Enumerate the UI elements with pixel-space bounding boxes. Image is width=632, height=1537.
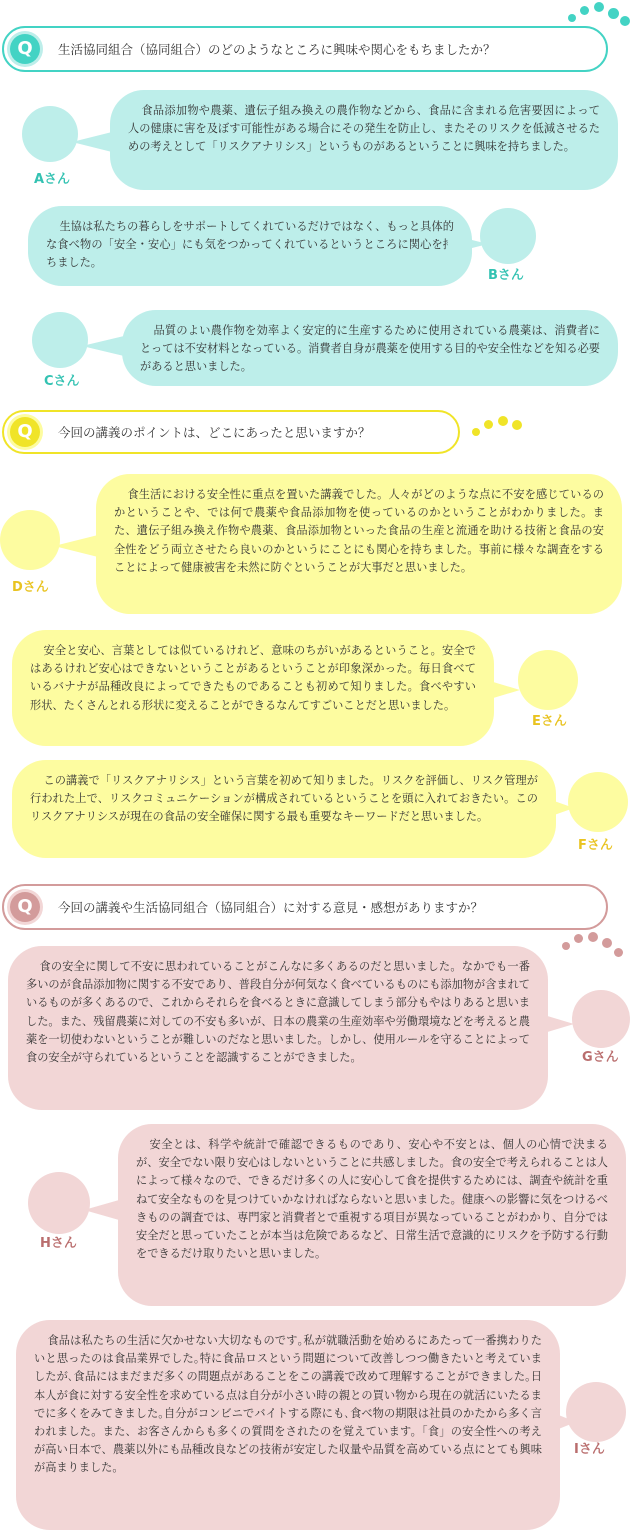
question-text: 生活協同組合（協同組合）のどのようなところに興味や関心をもちましたか？ xyxy=(58,42,496,57)
decorative-dot xyxy=(484,420,493,429)
question-bar-1 xyxy=(2,26,608,72)
answer-bubble-b xyxy=(28,206,472,286)
decorative-dot xyxy=(574,934,583,943)
decorative-dot xyxy=(594,2,604,12)
avatar-f xyxy=(568,772,628,832)
speech-tail xyxy=(82,336,124,356)
answer-text: この講義で「リスクアナリシス」という言葉を初めて知りました。リスクを評価し、リスク管理が行われた上で、リスクコミュニケーションが構成されているということを頭に入れておきたい。このリスクアナリシスが現在の食品の安全確保に関する最も重要なキーワードだと思いました。 xyxy=(30,774,538,824)
answer-text: 食品は私たちの生活に欠かせない大切なものです｡私が就職活動を始めるにあたって一番携わりたいと思ったのは食品業界でした｡特に食品ロスという問題について改善しつつ働きたいと考えていましたが､食品にはまだまだ多くの問題点があることをこの講義で改めて理解することができました｡日本人が食に対する安全性を求めている点は自分が小さい時の親との買い物から現在の就活にいたるまでに多くをみてきました｡自分がコンビニでバイトする際にも､食べ物の期限は社員のかたから多く言われました。また、お客さんからも多くの質問をされたのを覚えています。「食」の安全性への考えが高い日本で、農薬以外にも品種改良などの技術が安定した収量や品質を高めている点にとても興味が高まりました。 xyxy=(34,1334,542,1475)
decorative-dot xyxy=(602,938,612,948)
decorative-dot xyxy=(472,428,480,436)
question-bar-3 xyxy=(2,884,608,930)
avatar-b xyxy=(480,208,536,264)
answer-text: 食品添加物や農薬、遺伝子組み換えの農作物などから、食品に含まれる危害要因によって人の健康に害を及ぼす可能性がある場合にその発生を防止し、またそのリスクを低減させるための考えとして「リスクアナリシス」というものがあるということに興味を持ちました。 xyxy=(128,104,600,154)
answer-bubble-i xyxy=(16,1320,560,1530)
speech-tail xyxy=(480,678,520,702)
decorative-dot xyxy=(580,6,589,15)
speaker-name-i: Iさん xyxy=(574,1442,605,1457)
decorative-dot xyxy=(568,14,576,22)
speech-tail xyxy=(54,534,102,558)
question-text: 今回の講義や生活協同組合（協同組合）に対する意見・感想がありますか？ xyxy=(58,900,484,915)
decorative-dot xyxy=(588,932,598,942)
decorative-dot xyxy=(562,942,570,950)
question-icon: Q xyxy=(10,417,40,447)
answer-text: 生協は私たちの暮らしをサポートしてくれているだけではなく、もっと具体的な食べ物の「安全・安心」にも気をつかってくれているというところに関心を持ちました。 xyxy=(46,220,454,270)
speech-tail xyxy=(72,132,112,152)
decorative-dot xyxy=(614,948,623,957)
speaker-name-b: Bさん xyxy=(488,268,524,283)
decorative-dot xyxy=(620,16,630,26)
avatar-g xyxy=(572,990,630,1048)
answer-text: 食の安全に関して不安に思われていることがこんなに多くあるのだと思いました。なかでも一番多いのが食品添加物に関する不安であり、普段自分が何気なく食べているものにも添加物が含まれているものが多くあるので、これからそれらを食べるときに意識してしまう部分もやはりあると思いました。また、残留農薬に対しての不安も多いが、日本の農業の生産効率や労働環境などを考えると農薬を一切使わないということが難しいのだなと思いました。しかし、使用ルールを守ることによって食の安全が守られているということを認識することができました。 xyxy=(26,960,530,1065)
answer-bubble-g xyxy=(8,946,548,1110)
answer-text: 安全とは、科学や統計で確認できるものであり、安心や不安とは、個人の心情で決まるが、安全でない限り安心はしないということに共感しました。食の安全で考えられることは人によって様々なので、できるだけ多くの人に安心して食を提供するためには、調査や統計を重ねて安全なものを見つけていかなければならないと思いました。健康への影響に気をつけるべきものの調査では、専門家と消費者とで重視する項目が異なっていることがわかり、自分では安全だと思っていたことが本当は危険であるなど、日常生活で意識的にリスクを予防する行動をできるだけ取りたいと思いました。 xyxy=(136,1138,608,1261)
avatar-a xyxy=(22,106,78,162)
question-icon: Q xyxy=(10,34,40,64)
answer-text: 品質のよい農作物を効率よく安定的に生産するために使用されている農薬は、消費者にとっては不安材料となっている。消費者自身が農薬を使用する目的や安全性などを知る必要があると思いました。 xyxy=(140,324,600,374)
speaker-name-h: Hさん xyxy=(40,1236,77,1251)
decorative-dot xyxy=(512,420,522,430)
speaker-name-f: Fさん xyxy=(578,838,613,853)
avatar-d xyxy=(0,510,60,570)
speaker-name-c: Cさん xyxy=(44,374,80,389)
answer-bubble-h xyxy=(118,1124,626,1306)
speech-tail xyxy=(534,1012,574,1036)
avatar-c xyxy=(32,312,88,368)
answer-bubble-f xyxy=(12,760,556,858)
avatar-e xyxy=(518,650,578,710)
answer-bubble-c xyxy=(122,310,618,386)
answer-bubble-e xyxy=(12,630,494,746)
decorative-dot xyxy=(498,416,508,426)
speaker-name-e: Eさん xyxy=(532,714,567,729)
avatar-h xyxy=(28,1172,90,1234)
speaker-name-a: Aさん xyxy=(34,172,71,187)
answer-bubble-d xyxy=(96,474,622,614)
answer-bubble-a xyxy=(110,90,618,190)
question-icon: Q xyxy=(10,892,40,922)
avatar-i xyxy=(566,1382,626,1442)
speaker-name-g: Gさん xyxy=(582,1050,619,1065)
question-text: 今回の講義のポイントは、どこにあったと思いますか？ xyxy=(58,425,371,440)
speaker-name-d: Dさん xyxy=(12,580,49,595)
question-bar-2 xyxy=(2,410,460,454)
answer-text: 安全と安心、言葉としては似ているけれど、意味のちがいがあるということ。安全ではあるけれど安心はできないということがあるということが印象深かった。毎日食べているバナナが品種改良によってできたものであることも初めて知りました。食べやすい形状、たくさんとれる形状に変えることができるなんてすごいことだと思いました。 xyxy=(30,644,476,712)
answer-text: 食生活における安全性に重点を置いた講義でした。人々がどのような点に不安を感じているのかということや、では何で農薬や食品添加物を使っているのかということがわかりました。また、遺伝子組み換え作物や農薬、食品添加物といった食品の生産と流通を助ける技術と食品の安全性をどう両立させたら良いのかというにことにも関心を持ちました。事前に様々な調査をすることによって健康被害を未然に防ぐということが大事だと思いました。 xyxy=(114,488,604,574)
decorative-dot xyxy=(608,8,619,19)
